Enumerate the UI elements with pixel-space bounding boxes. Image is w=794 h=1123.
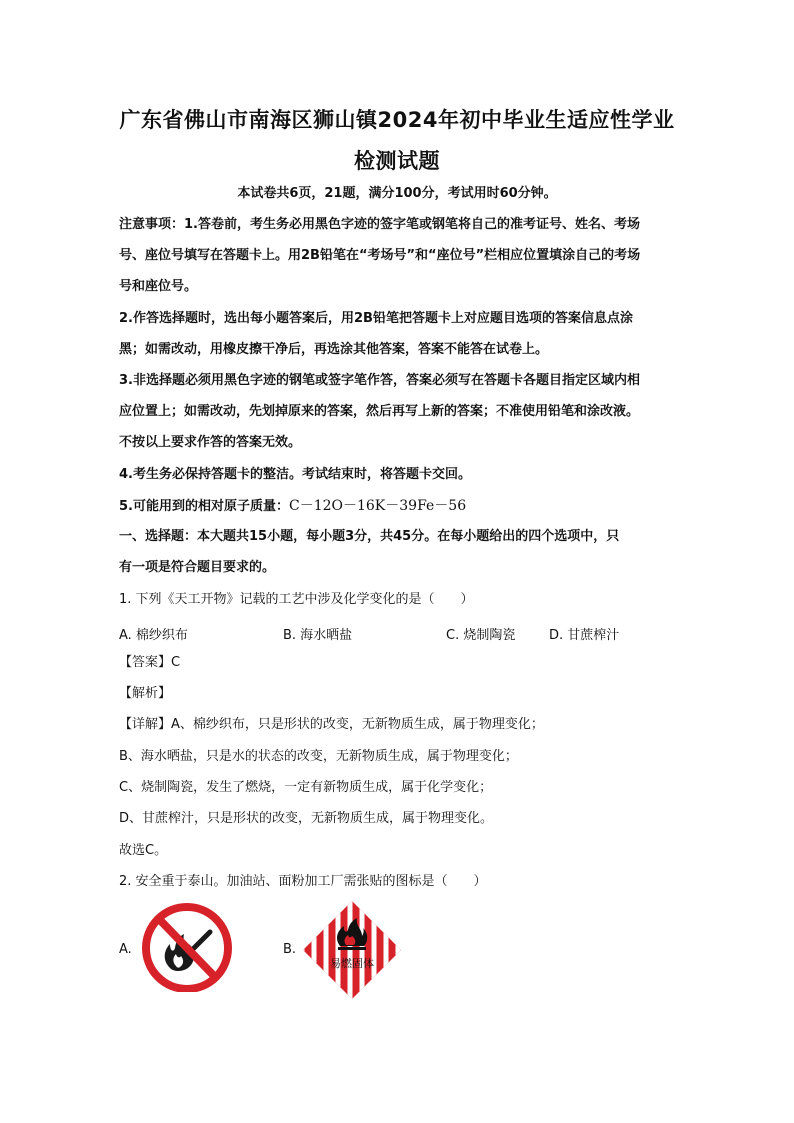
note-5-prefix: 5.可能用到的相对原子质量： xyxy=(119,499,289,514)
no-fire-icon xyxy=(140,902,236,992)
question-2-stem: 2. 安全重于泰山。加油站、面粉加工厂需张贴的图标是（ ） xyxy=(119,874,487,889)
question-1-answer: 【答案】C xyxy=(119,655,181,670)
note-1-line1: 注意事项：1.答卷前，考生务必用黑色字迹的签字笔或钢笔将自己的准考证号、姓名、考场 xyxy=(119,217,640,232)
document-title-line1: 广东省佛山市南海区狮山镇2024年初中毕业生适应性学业 xyxy=(119,108,675,132)
question-1-option-c: C. 烧制陶瓷 xyxy=(446,628,516,643)
flammable-solid-sign-text: 易燃固体 xyxy=(330,957,374,970)
note-3-line3: 不按以上要求作答的答案无效。 xyxy=(119,435,302,450)
question-1-detail-1: 【详解】A、棉纱织布，只是形状的改变，无新物质生成，属于物理变化； xyxy=(119,717,544,732)
note-2-line2: 黑；如需改动，用橡皮擦干净后，再选涂其他答案，答案不能答在试卷上。 xyxy=(119,342,549,357)
question-2-option-a-label: A. xyxy=(119,942,132,957)
note-1-line3: 号和座位号。 xyxy=(119,279,198,294)
exam-info: 本试卷共6页，21题，满分100分，考试用时60分钟。 xyxy=(237,186,557,201)
question-2-option-b-label: B. xyxy=(283,942,297,957)
question-1-option-d: D. 甘蔗榨汁 xyxy=(549,628,620,643)
note-3-line2: 应位置上；如需改动，先划掉原来的答案，然后再写上新的答案；不准使用铅笔和涂改液。 xyxy=(119,404,640,419)
question-1-analysis-label: 【解析】 xyxy=(119,686,172,701)
section-1-heading-line2: 有一项是符合题目要求的。 xyxy=(119,560,276,575)
note-1-line2: 号、座位号填写在答题卡上。用2B铅笔在“考场号”和“座位号”栏相应位置填涂自己的考场 xyxy=(119,248,641,263)
question-1-option-a: A. 棉纱织布 xyxy=(119,628,188,643)
atomic-mass-formula: C－12O－16K－39Fe－56 xyxy=(288,498,467,514)
question-1-conclusion: 故选C。 xyxy=(119,843,168,858)
document-title-line2: 检测试题 xyxy=(354,149,440,173)
flammable-solid-icon xyxy=(302,900,402,1000)
note-5 xyxy=(119,498,689,515)
section-1-heading-line1: 一、选择题：本大题共15小题，每小题3分，共45分。在每小题给出的四个选项中，只 xyxy=(119,529,620,544)
note-2-line1: 2.作答选择题时，选出每小题答案后，用2B铅笔把答题卡上对应题目选项的答案信息点涂 xyxy=(119,311,633,326)
note-3-line1: 3.非选择题必须用黑色字迹的钢笔或签字笔作答，答案必须写在答题卡各题目指定区域内相 xyxy=(119,373,640,388)
question-1-detail-2: B、海水晒盐，只是水的状态的改变，无新物质生成，属于物理变化； xyxy=(119,749,518,764)
question-1-detail-4: D、甘蔗榨汁，只是形状的改变，无新物质生成，属于物理变化。 xyxy=(119,811,494,826)
note-4: 4.考生务必保持答题卡的整洁。考试结束时，将答题卡交回。 xyxy=(119,467,471,482)
question-1-option-b: B. 海水晒盐 xyxy=(283,628,353,643)
question-1-stem: 1. 下列《天工开物》记载的工艺中涉及化学变化的是（ ） xyxy=(119,592,474,607)
question-1-detail-3: C、烧制陶瓷，发生了燃烧，一定有新物质生成，属于化学变化； xyxy=(119,780,493,795)
